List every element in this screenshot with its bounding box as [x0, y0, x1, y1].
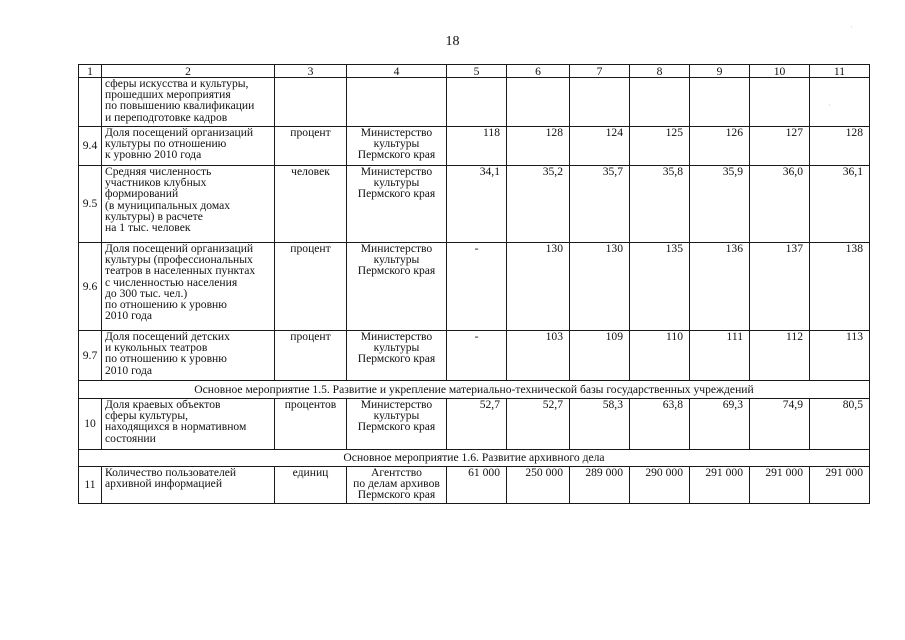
- value-cell: 125: [630, 127, 690, 166]
- indicator-name-cell: Доля краевых объектов сферы культуры, находящихся в нормативном состоянии: [102, 399, 275, 450]
- unit-cell: процент: [275, 127, 347, 166]
- indicator-name-cell: сферы искусства и культуры, прошедших мероприятия по повышению квалификации и переподготовке кадров: [102, 78, 275, 127]
- unit-cell: единиц: [275, 467, 347, 504]
- value-cell: 135: [630, 243, 690, 331]
- column-number-7: 7: [570, 65, 630, 78]
- value-cell: 291 000: [690, 467, 750, 504]
- table-row: [79, 331, 870, 381]
- value-cell: 58,3: [570, 399, 630, 450]
- responsible-cell: Агентство по делам архивов Пермского края: [347, 467, 447, 504]
- row-number-cell: [79, 78, 102, 127]
- value-cell: 290 000: [630, 467, 690, 504]
- value-cell: 138: [810, 243, 870, 331]
- row-number-cell: 9.7: [79, 331, 102, 381]
- row-number-cell: 9.5: [79, 166, 102, 243]
- value-cell: 103: [507, 331, 570, 381]
- responsible-cell: Министерство культуры Пермского края: [347, 127, 447, 166]
- value-cell: 74,9: [750, 399, 810, 450]
- value-cell: 34,1: [447, 166, 507, 243]
- page-number: 18: [445, 34, 460, 49]
- value-cell: [690, 78, 750, 127]
- value-cell: 36,0: [750, 166, 810, 243]
- responsible-cell: Министерство культуры Пермского края: [347, 243, 447, 331]
- indicator-name-cell: Количество пользователей архивной информацией: [102, 467, 275, 504]
- value-cell: 63,8: [630, 399, 690, 450]
- column-number-4: 4: [347, 65, 447, 78]
- value-cell: 136: [690, 243, 750, 331]
- table-row: [79, 243, 870, 331]
- unit-cell: процент: [275, 243, 347, 331]
- value-cell: 52,7: [447, 399, 507, 450]
- value-cell: 110: [630, 331, 690, 381]
- unit-cell: процент: [275, 331, 347, 381]
- value-cell: 127: [750, 127, 810, 166]
- indicator-name-cell: Доля посещений организаций культуры по отношению к уровню 2010 года: [102, 127, 275, 166]
- value-cell: 291 000: [750, 467, 810, 504]
- value-cell: 61 000: [447, 467, 507, 504]
- row-number-cell: 9.6: [79, 243, 102, 331]
- value-cell: 80,5: [810, 399, 870, 450]
- responsible-cell: [347, 78, 447, 127]
- row-number-cell: 9.4: [79, 127, 102, 166]
- responsible-cell: Министерство культуры Пермского края: [347, 166, 447, 243]
- column-number-6: 6: [507, 65, 570, 78]
- section-title: Основное мероприятие 1.5. Развитие и укрепление материально-технической базы государственных учреждений: [79, 381, 870, 399]
- value-cell: [507, 78, 570, 127]
- value-cell: 130: [507, 243, 570, 331]
- value-cell: 128: [507, 127, 570, 166]
- value-cell: 124: [570, 127, 630, 166]
- column-number-5: 5: [447, 65, 507, 78]
- value-cell: 35,7: [570, 166, 630, 243]
- responsible-cell: Министерство культуры Пермского края: [347, 399, 447, 450]
- section-title: Основное мероприятие 1.6. Развитие архивного дела: [79, 450, 870, 467]
- value-cell: 137: [750, 243, 810, 331]
- value-cell: 35,8: [630, 166, 690, 243]
- table-row: [79, 127, 870, 166]
- table-row: [79, 166, 870, 243]
- value-cell: 35,2: [507, 166, 570, 243]
- value-cell: 109: [570, 331, 630, 381]
- value-cell: 36,1: [810, 166, 870, 243]
- value-cell: 111: [690, 331, 750, 381]
- value-cell: 118: [447, 127, 507, 166]
- unit-cell: [275, 78, 347, 127]
- value-cell: 113: [810, 331, 870, 381]
- value-cell: 289 000: [570, 467, 630, 504]
- row-number-cell: 10: [79, 399, 102, 450]
- section-row: [79, 381, 870, 399]
- value-cell: 126: [690, 127, 750, 166]
- value-cell: 69,3: [690, 399, 750, 450]
- value-cell: 52,7: [507, 399, 570, 450]
- value-cell: -: [447, 243, 507, 331]
- value-cell: 130: [570, 243, 630, 331]
- value-cell: 112: [750, 331, 810, 381]
- value-cell: [750, 78, 810, 127]
- unit-cell: человек: [275, 166, 347, 243]
- value-cell: 128: [810, 127, 870, 166]
- indicator-name-cell: Доля посещений организаций культуры (профессиональных театров в населенных пунктах с численностью населения до 300 тыс. чел.) по отношению к уровню 2010 года: [102, 243, 275, 331]
- column-number-8: 8: [630, 65, 690, 78]
- column-number-10: 10: [750, 65, 810, 78]
- column-number-11: 11: [810, 65, 870, 78]
- value-cell: 250 000: [507, 467, 570, 504]
- value-cell: 291 000: [810, 467, 870, 504]
- table-row: [79, 78, 870, 127]
- value-cell: [630, 78, 690, 127]
- column-number-9: 9: [690, 65, 750, 78]
- table-row: [79, 399, 870, 450]
- value-cell: 35,9: [690, 166, 750, 243]
- scan-mark: ·: [850, 22, 853, 32]
- column-number-row: [79, 65, 870, 78]
- section-row: [79, 450, 870, 467]
- column-number-1: 1: [79, 65, 102, 78]
- scan-mark: ·: [828, 100, 831, 110]
- responsible-cell: Министерство культуры Пермского края: [347, 331, 447, 381]
- indicators-table: [78, 64, 870, 504]
- row-number-cell: 11: [79, 467, 102, 504]
- table-row: [79, 467, 870, 504]
- indicator-name-cell: Доля посещений детских и кукольных театров по отношению к уровню 2010 года: [102, 331, 275, 381]
- value-cell: [447, 78, 507, 127]
- value-cell: [570, 78, 630, 127]
- value-cell: -: [447, 331, 507, 381]
- indicator-name-cell: Средняя численность участников клубных формирований (в муниципальных домах культуры) в расчете на 1 тыс. человек: [102, 166, 275, 243]
- column-number-3: 3: [275, 65, 347, 78]
- column-number-2: 2: [102, 65, 275, 78]
- value-cell: [810, 78, 870, 127]
- unit-cell: процентов: [275, 399, 347, 450]
